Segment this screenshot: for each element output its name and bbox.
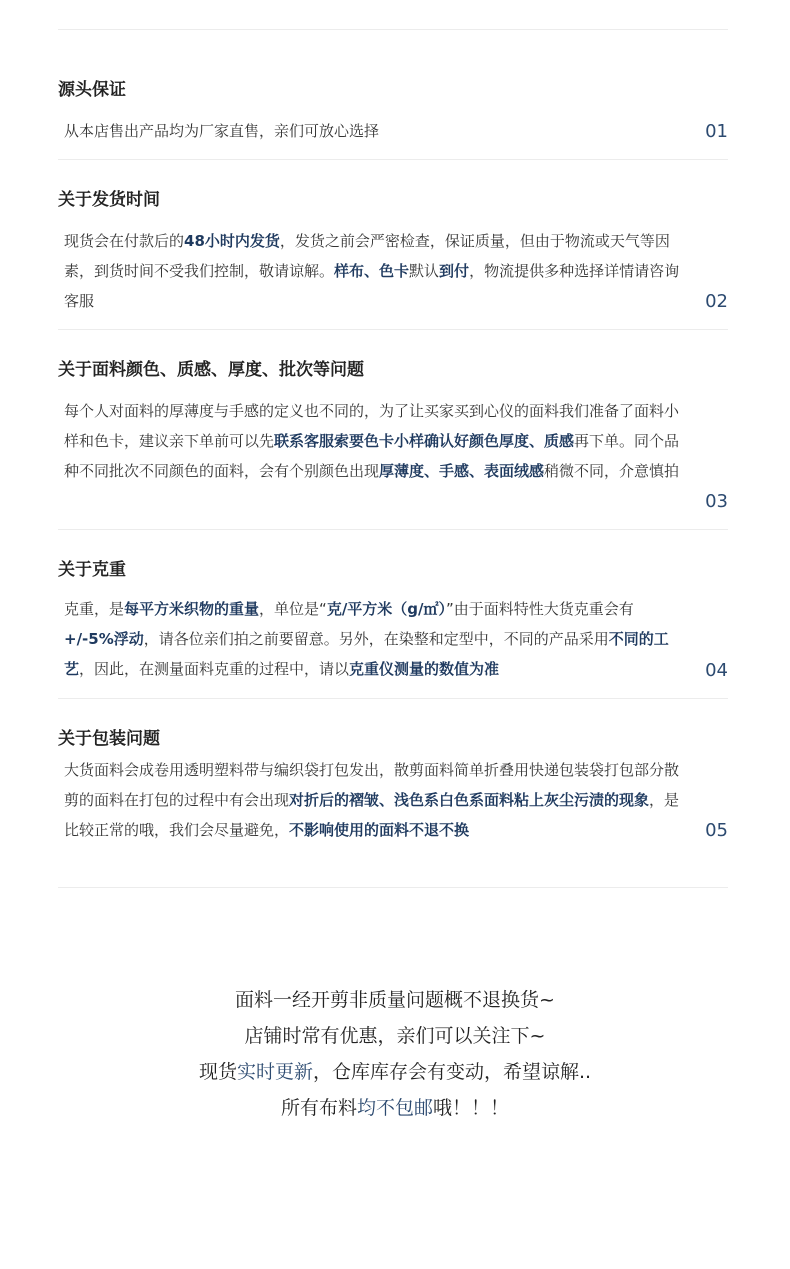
section-title: 关于面料颜色、质感、厚度、批次等问题 (58, 360, 364, 380)
section-title: 关于包装问题 (58, 729, 160, 749)
body-text: ，请各位亲们拍之前要留意。另外，在染整和定型中，不同的产品采用 (143, 630, 609, 648)
footer-highlight: 实时更新 (236, 1061, 313, 1083)
divider (58, 529, 728, 530)
body-text: ，因此，在测量面料克重的过程中，请以 (79, 660, 350, 678)
section-number: 01 (705, 121, 728, 142)
section-packaging (58, 727, 728, 867)
highlight-text: 每平方米织物的重量 (124, 600, 260, 618)
footer-notice (0, 982, 790, 1126)
body-text: ，发货之前会严密检查，保证质量，但由于物流或天气等因素，到货时间不受我们控制，敬请谅解。 (64, 232, 670, 280)
section-source-guarantee (58, 78, 728, 158)
body-text: 每个人对面料的厚薄度与手感的定义也不同的，为了让买家买到心仪的面料我们准备了面料小样和色卡，建议亲下单前可以先 (64, 402, 680, 450)
body-text: 现货会在付款后的 (64, 232, 185, 250)
section-fabric-quality (58, 358, 728, 528)
section-title: 源头保证 (58, 80, 126, 100)
section-number: 04 (705, 660, 728, 681)
highlight-text: 样布、色卡 (334, 262, 410, 280)
body-text: ，单位是“ (259, 600, 327, 618)
body-text: 默认 (409, 262, 440, 280)
body-text: ，物流提供多种选择详情请咨询客服 (64, 262, 680, 310)
body-text: 大货面料会成卷用透明塑料带与编织袋打包发出，散剪面料简单折叠用快递包装袋打包部分散剪的面料在打包的过程中有会出现 (64, 761, 680, 809)
highlight-text: 克/平方米（g/㎡） (326, 600, 447, 618)
highlight-text: 不同的工艺 (64, 630, 669, 678)
body-text: ，是比较正常的哦，我们会尽量避免， (64, 791, 680, 839)
section-body (64, 116, 682, 146)
footer-line-no-return: 面料一经开剪非质量问题概不退换货~ (235, 989, 555, 1011)
footer-text: 所有布料 (280, 1097, 357, 1119)
section-number: 03 (705, 491, 728, 512)
divider (58, 329, 728, 330)
section-shipping-time (58, 188, 728, 328)
body-text: 再下单。同个品种不同批次不同颜色的面料，会有个别颜色出现 (64, 432, 680, 480)
highlight-text: +/-5%浮动 (64, 630, 144, 648)
highlight-text: 厚薄度、手感、表面绒感 (379, 462, 545, 480)
footer-highlight: 均不包邮 (356, 1097, 433, 1119)
body-text: 从本店售出产品均为厂家直售，亲们可放心选择 (64, 122, 380, 140)
divider (58, 887, 728, 888)
highlight-text: 48小时内发货 (184, 232, 280, 250)
section-title: 关于克重 (58, 560, 126, 580)
highlight-text: 对折后的褶皱、浅色系白色系面料粘上灰尘污渍的现象 (289, 791, 650, 809)
footer-text: 现货 (198, 1061, 237, 1083)
section-weight (58, 558, 728, 698)
body-text: 稍微不同，介意慎拍 (544, 462, 680, 480)
section-body (64, 396, 682, 486)
footer-line-shipping (0, 1090, 790, 1126)
body-text: 克重，是 (64, 600, 125, 618)
highlight-text: 克重仪测量的数值为准 (349, 660, 500, 678)
footer-text: ，仓库库存会有变动，希望谅解.. (312, 1061, 592, 1083)
divider (58, 159, 728, 160)
section-number: 02 (705, 291, 728, 312)
highlight-text: 不影响使用的面料不退不换 (289, 821, 470, 839)
section-number: 05 (705, 820, 728, 841)
footer-line-discount: 店铺时常有优惠，亲们可以关注下~ (244, 1025, 546, 1047)
footer-line-stock (0, 1054, 790, 1090)
highlight-text: 到付 (439, 262, 470, 280)
highlight-text: 联系客服索要色卡小样确认好颜色厚度、质感 (274, 432, 575, 450)
divider (58, 698, 728, 699)
section-body (64, 755, 682, 845)
section-title: 关于发货时间 (58, 190, 160, 210)
footer-text: 哦！！！ (433, 1097, 510, 1119)
divider (58, 29, 728, 30)
section-body (64, 226, 682, 316)
body-text: ”由于面料特性大货克重会有 (446, 600, 634, 618)
section-body (64, 594, 682, 684)
